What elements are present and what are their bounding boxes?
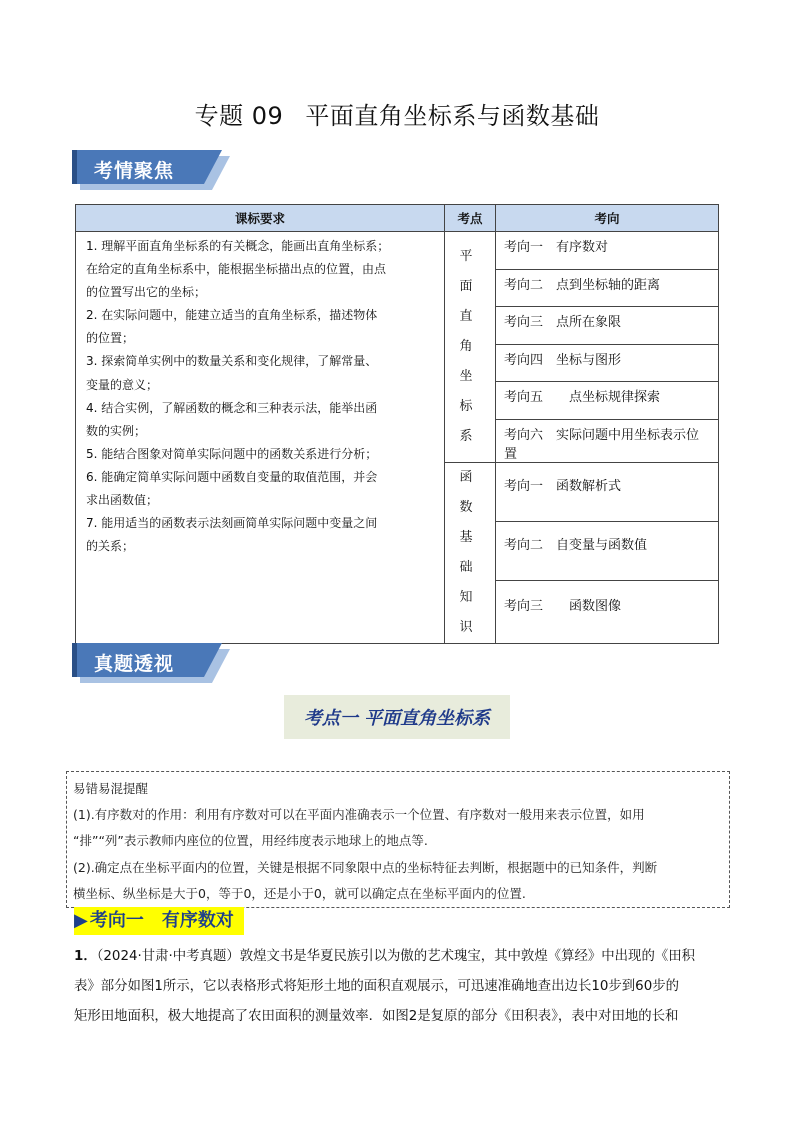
requirement-line: 在给定的直角坐标系中，能根据坐标描出点的位置，由点 — [86, 262, 387, 277]
requirement-line: 的关系； — [86, 539, 135, 554]
requirement-line: 4. 结合实例，了解函数的概念和三种表示法，能举出函 — [86, 400, 378, 415]
table-header-row — [76, 205, 719, 232]
requirements-cell — [76, 232, 445, 644]
direction-cell — [496, 521, 719, 580]
title-main: 平面直角坐标系与函数基础 — [305, 102, 600, 130]
topic-label: 考点一 平面直角坐标系 — [303, 708, 491, 729]
tips-line: (2).确定点在坐标平面内的位置，关键是根据不同象限中点的坐标特征去判断，根据题中的已知条件，判断 — [73, 859, 658, 875]
requirement-line: 1. 理解平面直角坐标系的有关概念，能画出直角坐标系； — [86, 239, 390, 253]
question-line: 表》部分如图1所示，它以表格形式将矩形土地的面积直观展示，可迅速准确地查出边长10步到60步的 — [74, 979, 680, 994]
direction-label: 考向三 函数图像 — [504, 598, 622, 614]
requirement-line: 的位置写出它的坐标； — [86, 285, 207, 300]
requirement-line: 2. 在实际问题中，能建立适当的直角坐标系，描述物体 — [86, 308, 378, 323]
tips-box — [66, 771, 730, 908]
banner-label: 真题透视 — [94, 653, 175, 675]
requirement-line: 5. 能结合图象对简单实际问题中的函数关系进行分析； — [86, 446, 378, 461]
header-point: 考点 — [445, 205, 496, 232]
page-title — [0, 96, 794, 131]
tips-line: “排”“列”表示教师内座位的位置，用经纬度表示地球上的地点等. — [73, 833, 428, 849]
direction-label: 考向一 函数解析式 — [504, 479, 622, 494]
banner-label: 考情聚焦 — [94, 160, 175, 182]
point-cell-coordinate — [445, 232, 496, 463]
point-line: 知识 — [459, 590, 481, 635]
point-line: 函数 — [459, 470, 481, 515]
direction-cell — [496, 463, 719, 522]
direction-label: 考向三 点所在象限 — [504, 315, 622, 330]
direction-cell — [496, 382, 719, 420]
direction-label: 考向二 自变量与函数值 — [504, 537, 648, 553]
requirement-line: 6. 能确定简单实际问题中函数自变量的取值范围，并会 — [86, 469, 378, 484]
section-banner-kaoqing — [72, 150, 228, 190]
header-direction: 考向 — [496, 205, 719, 232]
direction-label: 考向一 有序数对 — [504, 240, 609, 255]
subheading — [74, 907, 244, 935]
point-line: 坐标 — [459, 369, 481, 414]
requirements-table — [75, 204, 719, 644]
direction-cell — [496, 270, 719, 307]
question-line: 矩形田地面积，极大地提高了农田面积的测量效率．如图2是复原的部分《田积表》，表中对田地的长和 — [74, 1009, 679, 1024]
point-line: 基础 — [459, 530, 481, 575]
header-requirements: 课标要求 — [76, 205, 445, 232]
tips-line: (1).有序数对的作用：利用有序数对可以在平面内准确表示一个位置、有序数对一般用来表示位置，如用 — [73, 807, 645, 823]
requirement-line: 3. 探索简单实例中的数量关系和变化规律，了解常量、 — [86, 354, 378, 369]
banner-tick — [72, 643, 77, 677]
direction-label: 考向五 点坐标规律探索 — [504, 390, 661, 405]
point-cell-function — [445, 463, 496, 644]
direction-cell — [496, 232, 719, 270]
direction-label: 考向四 坐标与图形 — [504, 353, 622, 368]
tips-heading: 易错易混提醒 — [73, 781, 149, 796]
point-line: 直角 — [459, 309, 481, 354]
requirement-line: 数的实例； — [86, 423, 147, 438]
requirement-line: 变量的意义； — [86, 377, 159, 392]
question-source: （2024·甘肃·中考真题） — [96, 949, 240, 964]
subheading-label: 考向一 有序数对 — [89, 910, 234, 931]
direction-label: 考向六 实际问题中用坐标表示位置 — [504, 428, 700, 462]
triangle-marker-icon: ▶ — [74, 910, 88, 931]
direction-cell — [496, 345, 719, 382]
topic-heading — [284, 695, 510, 739]
requirement-line: 求出函数值； — [86, 493, 159, 508]
tips-line: 横坐标、纵坐标是大于0，等于0，还是小于0，就可以确定点在坐标平面内的位置. — [73, 885, 526, 901]
direction-cell — [496, 580, 719, 643]
table-row — [76, 232, 719, 270]
point-line: 平面 — [459, 249, 481, 294]
requirement-line: 7. 能用适当的函数表示法刻画简单实际问题中变量之间 — [86, 516, 378, 531]
direction-cell — [496, 307, 719, 345]
title-prefix: 专题 09 — [194, 102, 284, 130]
question-number: 1． — [74, 949, 97, 964]
direction-cell — [496, 420, 719, 463]
point-line: 系 — [459, 429, 481, 444]
question-line — [74, 942, 724, 972]
banner-tick — [72, 150, 77, 184]
question-1 — [74, 942, 724, 1032]
requirement-line: 的位置； — [86, 331, 135, 346]
direction-label: 考向二 点到坐标轴的距离 — [504, 278, 661, 293]
question-text: 敦煌文书是华夏民族引以为傲的艺术瑰宝，其中敦煌《算经》中出现的《田积 — [239, 949, 696, 964]
section-banner-zhenti — [72, 643, 228, 683]
